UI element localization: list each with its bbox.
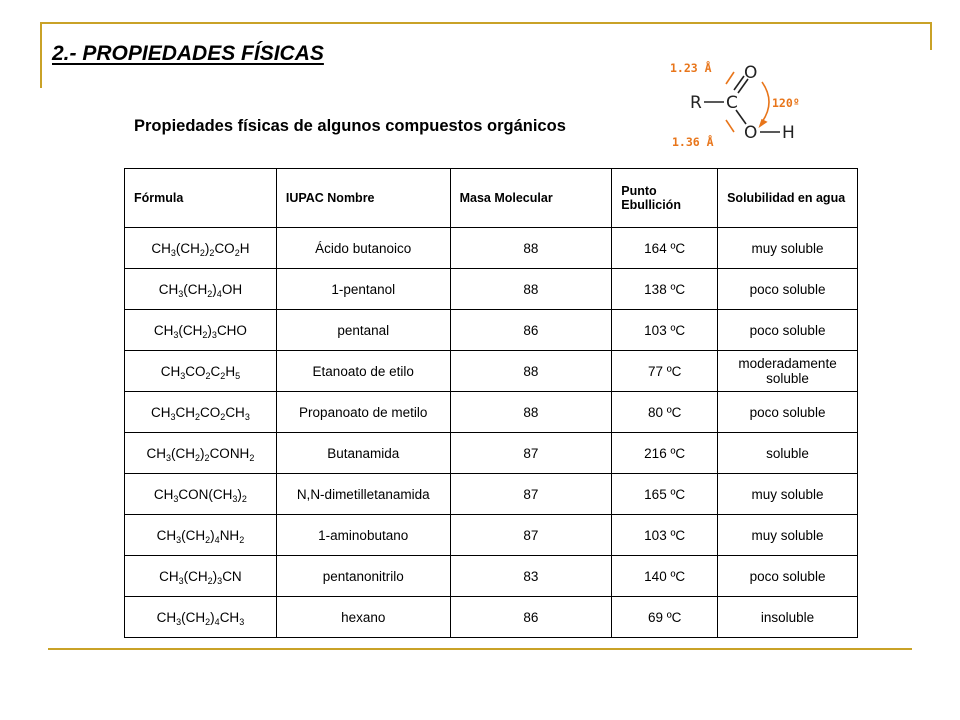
cell-boiling-point: 77 ºC — [612, 351, 718, 392]
table-row — [125, 392, 858, 433]
cell-boiling-point: 164 ºC — [612, 228, 718, 269]
right-rule — [930, 22, 932, 50]
cell-iupac-name: hexano — [276, 597, 450, 638]
cell-formula: $CH_3(CH_2)_3CHO$ — [125, 310, 277, 351]
table-row — [125, 228, 858, 269]
cell-formula: $CH_3CO_2C_2H_5$ — [125, 351, 277, 392]
cell-formula: $CH_3(CH_2)_2CO_2H$ — [125, 228, 277, 269]
header-formula: Fórmula — [125, 169, 277, 228]
cell-molecular-mass: 88 — [450, 269, 612, 310]
atom-r: R — [690, 93, 702, 113]
atom-o-bottom: O — [744, 123, 758, 143]
cell-water-solubility: poco soluble — [718, 269, 858, 310]
cell-iupac-name: Etanoato de etilo — [276, 351, 450, 392]
cell-formula: $CH_3CON(CH_3)_2$ — [125, 474, 277, 515]
atom-c: C — [726, 93, 738, 113]
cell-water-solubility: insoluble — [718, 597, 858, 638]
cell-formula: $CH_3CH_2CO_2CH_3$ — [125, 392, 277, 433]
cell-iupac-name: Propanoato de metilo — [276, 392, 450, 433]
cell-water-solubility: muy soluble — [718, 228, 858, 269]
cell-water-solubility: poco soluble — [718, 392, 858, 433]
cell-molecular-mass: 88 — [450, 351, 612, 392]
cell-iupac-name: pentanal — [276, 310, 450, 351]
header-molecular-mass: Masa Molecular — [450, 169, 612, 228]
cell-boiling-point: 69 ºC — [612, 597, 718, 638]
header-water-solubility: Solubilidad en agua — [718, 169, 858, 228]
table-row — [125, 351, 858, 392]
slide-title: 2.- PROPIEDADES FÍSICAS — [52, 42, 324, 65]
header-boiling-point: Punto Ebullición — [612, 169, 718, 228]
cell-boiling-point: 138 ºC — [612, 269, 718, 310]
bond-length-double: 1.23 Å — [670, 61, 712, 75]
cell-water-solubility: muy soluble — [718, 474, 858, 515]
cell-boiling-point: 165 ºC — [612, 474, 718, 515]
properties-table — [124, 168, 858, 638]
table-row — [125, 474, 858, 515]
cell-boiling-point: 103 ºC — [612, 515, 718, 556]
cell-boiling-point: 140 ºC — [612, 556, 718, 597]
cell-boiling-point: 216 ºC — [612, 433, 718, 474]
cell-molecular-mass: 87 — [450, 433, 612, 474]
cell-molecular-mass: 88 — [450, 228, 612, 269]
cell-water-solubility: soluble — [718, 433, 858, 474]
table-row — [125, 597, 858, 638]
cell-iupac-name: Ácido butanoico — [276, 228, 450, 269]
cell-iupac-name: 1-pentanol — [276, 269, 450, 310]
cell-water-solubility: poco soluble — [718, 310, 858, 351]
top-rule — [40, 22, 932, 24]
cell-formula: $CH_3(CH_2)_4CH_3$ — [125, 597, 277, 638]
cell-formula: $CH_3(CH_2)_2CONH_2$ — [125, 433, 277, 474]
bottom-rule — [48, 648, 912, 650]
atom-o-top: O — [744, 63, 758, 83]
cell-boiling-point: 80 ºC — [612, 392, 718, 433]
table-caption: Propiedades físicas de algunos compuestos orgánicos — [134, 117, 566, 135]
cell-water-solubility: moderadamente soluble — [718, 351, 858, 392]
cell-water-solubility: muy soluble — [718, 515, 858, 556]
cell-formula: $CH_3(CH_2)_4NH_2$ — [125, 515, 277, 556]
table-row — [125, 310, 858, 351]
cell-molecular-mass: 88 — [450, 392, 612, 433]
cell-boiling-point: 103 ºC — [612, 310, 718, 351]
header-iupac-name: IUPAC Nombre — [276, 169, 450, 228]
cell-molecular-mass: 83 — [450, 556, 612, 597]
carboxyl-structure-diagram — [668, 54, 818, 154]
cell-iupac-name: N,N-dimetilletanamida — [276, 474, 450, 515]
atom-h: H — [782, 123, 795, 143]
bond-angle: 120º — [772, 96, 800, 110]
cell-formula: $CH_3(CH_2)_3CN$ — [125, 556, 277, 597]
cell-molecular-mass: 86 — [450, 310, 612, 351]
cell-molecular-mass: 87 — [450, 474, 612, 515]
left-rule — [40, 22, 42, 88]
cell-formula: $CH_3(CH_2)_4OH$ — [125, 269, 277, 310]
cell-iupac-name: Butanamida — [276, 433, 450, 474]
table-row — [125, 269, 858, 310]
table-header-row — [125, 169, 858, 228]
cell-water-solubility: poco soluble — [718, 556, 858, 597]
table-row — [125, 556, 858, 597]
bond-length-single: 1.36 Å — [672, 135, 714, 149]
cell-iupac-name: pentanonitrilo — [276, 556, 450, 597]
table-row — [125, 515, 858, 556]
cell-molecular-mass: 86 — [450, 597, 612, 638]
table-row — [125, 433, 858, 474]
cell-molecular-mass: 87 — [450, 515, 612, 556]
cell-iupac-name: 1-aminobutano — [276, 515, 450, 556]
